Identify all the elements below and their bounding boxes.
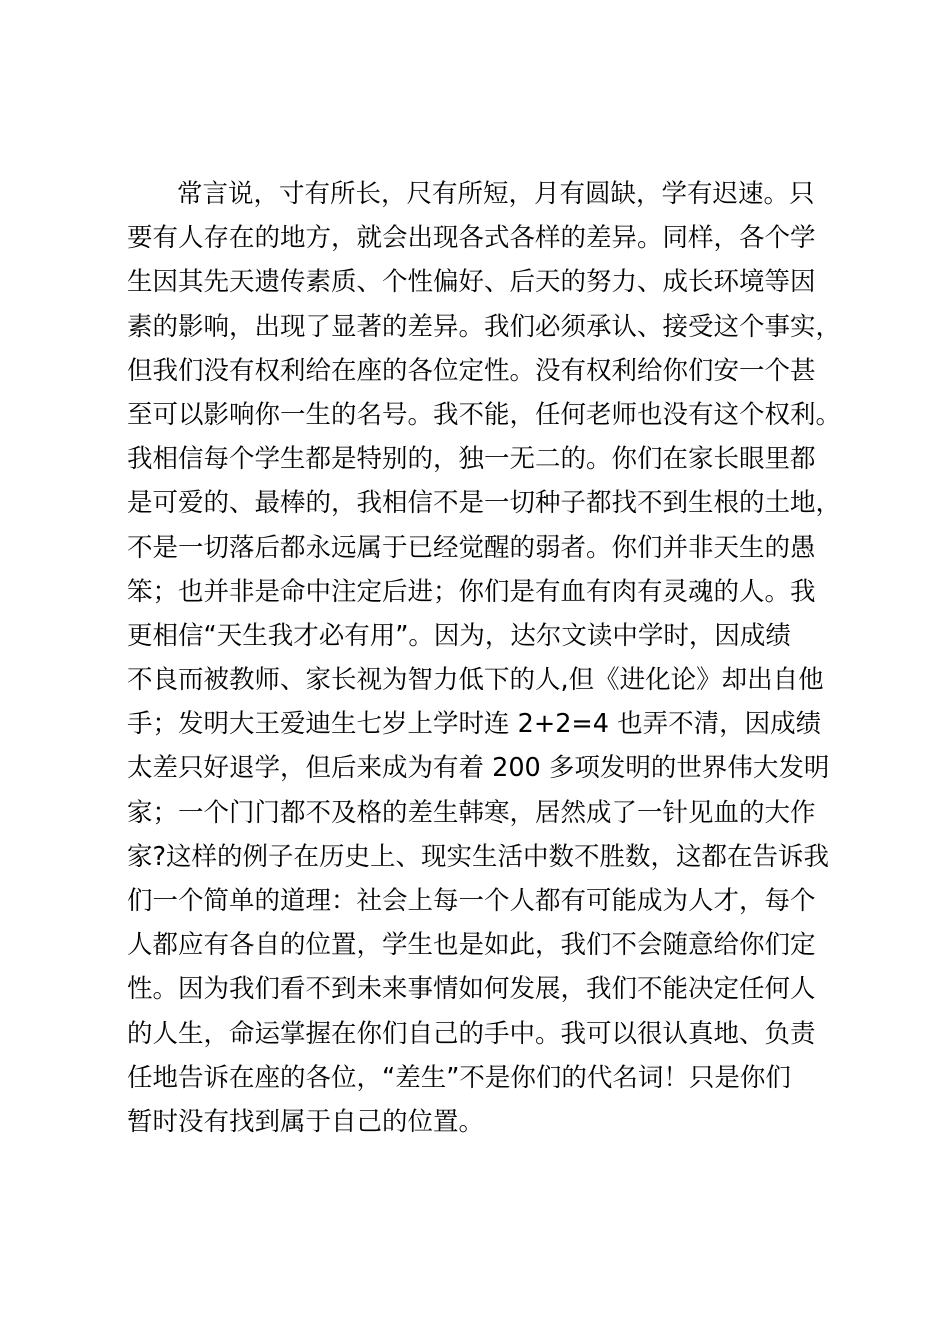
paragraph-line: 人都应有各自的位置，学生也是如此，我们不会随意给你们定 [127,930,816,961]
paragraph-line: 的人生，命运掌握在你们自己的手中。我可以很认真地、负责 [127,1018,816,1049]
paragraph-line: 任地告诉在座的各位，“差生”不是你们的代名词！只是你们 [127,1062,791,1093]
paragraph-line: 生因其先天遗传素质、个性偏好、后天的努力、成长环境等因 [127,267,816,298]
body-paragraph [127,172,847,1144]
paragraph-line: 更相信“天生我才必有用”。因为，达尔文读中学时，因成绩 [127,620,791,651]
paragraph-line: 不良而被教师、家长视为智力低下的人,但《进化论》却出自他 [127,665,824,696]
paragraph-line: 至可以影响你一生的名号。我不能，任何老师也没有这个权利。 [127,399,842,430]
paragraph-line: 性。因为我们看不到未来事情如何发展，我们不能决定任何人 [127,974,816,1005]
paragraph-line: 常言说，寸有所长，尺有所短，月有圆缺，学有迟速。只 [177,179,815,209]
paragraph-line: 太差只好退学，但后来成为有着 200 多项发明的世界伟大发明 [127,753,830,784]
paragraph-line: 但我们没有权利给在座的各位定性。没有权利给你们安一个甚 [127,355,816,386]
paragraph-line: 我相信每个学生都是特别的，独一无二的。你们在家长眼里都 [127,444,816,475]
paragraph-line: 是可爱的、最棒的，我相信不是一切种子都找不到生根的土地， [127,488,842,519]
paragraph-line: 手；发明大王爱迪生七岁上学时连 2+2=4 也弄不清，因成绩 [127,709,822,740]
paragraph-line: 笨；也并非是命中注定后进；你们是有血有肉有灵魂的人。我 [127,576,816,607]
paragraph-line: 不是一切落后都永远属于已经觉醒的弱者。你们并非天生的愚 [127,532,816,563]
paragraph-line: 素的影响，出现了显著的差异。我们必须承认、接受这个事实， [127,311,842,342]
paragraph-line: 家?这样的例子在历史上、现实生活中数不胜数，这都在告诉我 [127,841,830,872]
paragraph-line: 家；一个门门都不及格的差生韩寒，居然成了一针见血的大作 [127,797,816,828]
paragraph-line: 暂时没有找到属于自己的位置。 [127,1106,485,1137]
paragraph-line: 们一个简单的道理：社会上每一个人都有可能成为人才，每个 [127,886,816,916]
paragraph-line: 要有人存在的地方，就会出现各式各样的差异。同样，各个学 [127,223,816,254]
